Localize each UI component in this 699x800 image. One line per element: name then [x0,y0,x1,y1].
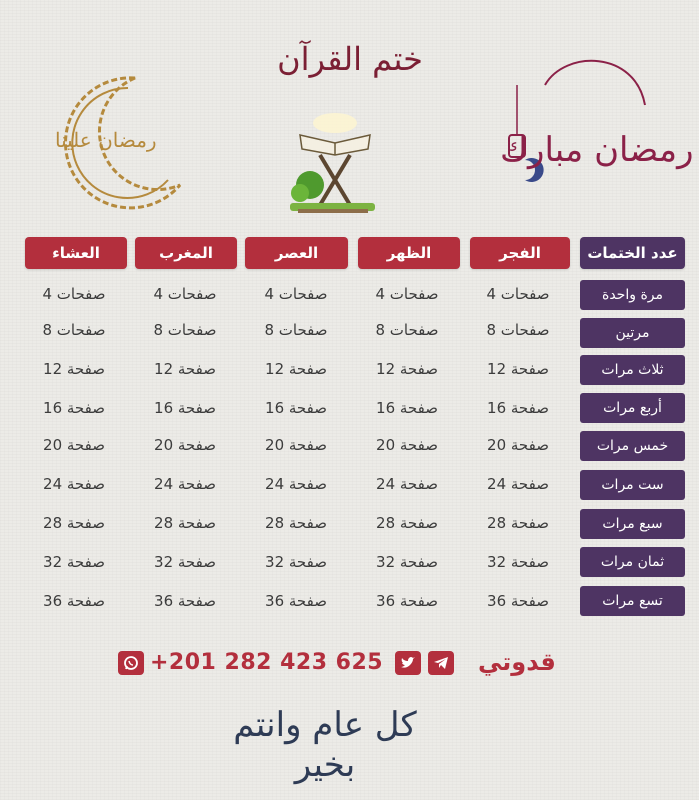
table-cell: 32 صفحة [43,553,105,571]
table-cell: 24 صفحة [487,475,549,493]
table-cell: 8 صفحات [153,321,217,339]
table-cell: 32 صفحة [154,553,216,571]
table-cell: 4 صفحات [153,285,217,303]
row-label: ثلاث مرات [580,355,685,385]
column-header-fajr: الفجر [470,237,570,269]
table-cell: 28 صفحة [487,514,549,532]
table-cell: 12 صفحة [265,360,327,378]
table-cell: 16 صفحة [43,399,105,417]
slogan-calligraphy: كل عام وانتم بخير [233,705,417,785]
table-cell: 12 صفحة [376,360,438,378]
table-cell: 36 صفحة [376,592,438,610]
table-cell: 36 صفحة [265,592,327,610]
row-label: أربع مرات [580,393,685,423]
ramadan-calligraphy: رمضان مبارك [500,130,694,170]
quran-stand-illustration [280,105,390,220]
phone-number[interactable]: +201 282 423 625 [150,650,384,675]
table-cell: 20 صفحة [487,436,549,454]
row-label: سبع مرات [580,509,685,539]
table-cell: 32 صفحة [265,553,327,571]
column-header-asr: العصر [245,237,348,269]
whatsapp-icon[interactable] [118,651,144,675]
table-cell: 20 صفحة [43,436,105,454]
table-cell: 28 صفحة [154,514,216,532]
table-cell: 28 صفحة [265,514,327,532]
table-cell: 4 صفحات [375,285,439,303]
table-cell: 36 صفحة [487,592,549,610]
table-cell: 36 صفحة [43,592,105,610]
row-label: ثمان مرات [580,547,685,577]
table-cell: 24 صفحة [43,475,105,493]
table-cell: 12 صفحة [154,360,216,378]
row-label: مرتين [580,318,685,348]
brand-name: قدوتي [478,648,556,676]
table-cell: 24 صفحة [376,475,438,493]
table-cell: 8 صفحات [375,321,439,339]
table-cell: 12 صفحة [487,360,549,378]
table-cell: 20 صفحة [265,436,327,454]
table-cell: 8 صفحات [264,321,328,339]
column-header-count: عدد الختمات [580,237,685,269]
table-cell: 28 صفحة [376,514,438,532]
page-title: ختم القرآن [277,40,423,78]
table-cell: 32 صفحة [376,553,438,571]
twitter-icon[interactable] [395,651,421,675]
table-cell: 8 صفحات [486,321,550,339]
column-header-isha: العشاء [25,237,127,269]
table-cell: 32 صفحة [487,553,549,571]
row-label: ست مرات [580,470,685,500]
row-label: تسع مرات [580,586,685,616]
row-label: مرة واحدة [580,280,685,310]
table-cell: 16 صفحة [154,399,216,417]
telegram-icon[interactable] [428,651,454,675]
table-cell: 24 صفحة [265,475,327,493]
table-cell: 20 صفحة [376,436,438,454]
table-cell: 20 صفحة [154,436,216,454]
column-header-dhuhr: الظهر [358,237,460,269]
table-cell: 16 صفحة [487,399,549,417]
column-header-maghrib: المغرب [135,237,237,269]
table-cell: 16 صفحة [376,399,438,417]
table-cell: 28 صفحة [43,514,105,532]
table-cell: 4 صفحات [42,285,106,303]
table-cell: 16 صفحة [265,399,327,417]
table-cell: 4 صفحات [486,285,550,303]
table-cell: 4 صفحات [264,285,328,303]
table-cell: 12 صفحة [43,360,105,378]
table-cell: 24 صفحة [154,475,216,493]
crescent-calligraphy: رمضان علينا [55,128,157,152]
table-cell: 8 صفحات [42,321,106,339]
table-cell: 36 صفحة [154,592,216,610]
row-label: خمس مرات [580,431,685,461]
